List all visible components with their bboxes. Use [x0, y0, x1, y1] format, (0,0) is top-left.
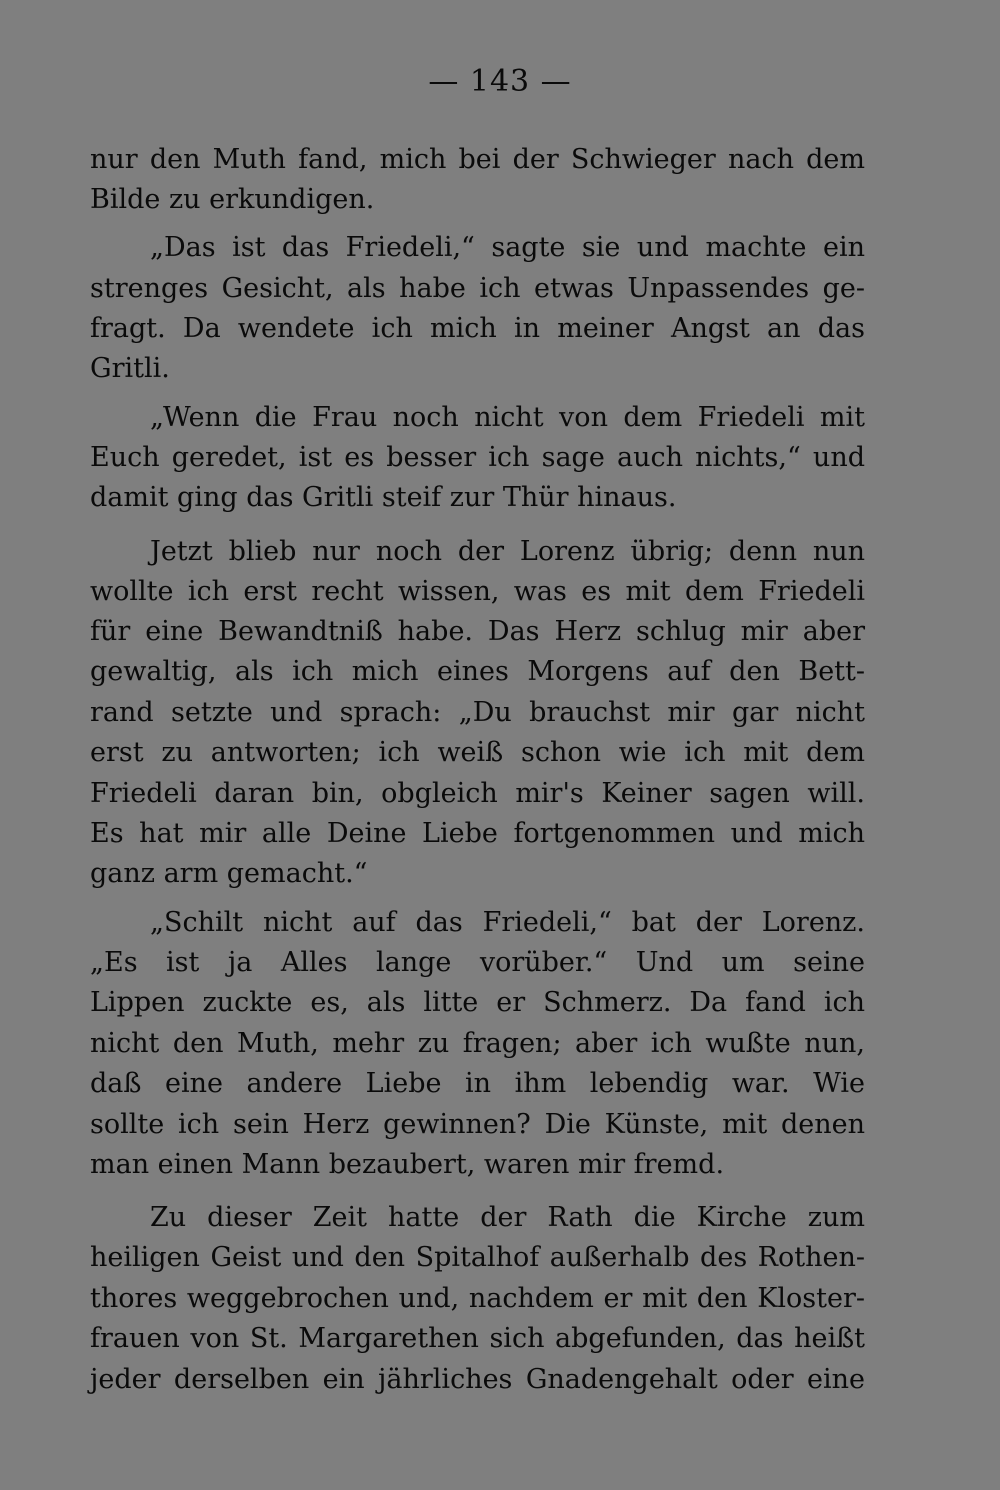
- text-line: damit ging das Gritli steif zur Thür hinaus.: [90, 482, 677, 513]
- text-line: thores weggebrochen und, nachdem er mit den Kloster-: [90, 1283, 865, 1314]
- text-line: Jetzt blieb nur noch der Lorenz übrig; denn nun: [150, 536, 865, 567]
- text-line: erst zu antworten; ich weiß schon wie ich mit dem: [90, 737, 865, 768]
- text-line: man einen Mann bezaubert, waren mir fremd.: [90, 1149, 725, 1180]
- text-line: jeder derselben ein jährliches Gnadengehalt oder eine: [90, 1364, 865, 1395]
- text-line: nur den Muth fand, mich bei der Schwieger nach dem: [90, 144, 865, 175]
- text-line: nicht den Muth, mehr zu fragen; aber ich wußte nun,: [90, 1028, 865, 1059]
- text-line: strenges Gesicht, als habe ich etwas Unpassendes ge-: [90, 273, 865, 304]
- text-line: wollte ich erst recht wissen, was es mit dem Friedeli: [90, 576, 865, 607]
- text-line: heiligen Geist und den Spitalhof außerhalb des Rothen-: [90, 1242, 865, 1273]
- text-line: Friedeli daran bin, obgleich mir's Keiner sagen will.: [90, 778, 865, 809]
- text-line: frauen von St. Margarethen sich abgefunden, das heißt: [90, 1323, 865, 1354]
- text-line: „Wenn die Frau noch nicht von dem Friedeli mit: [150, 402, 865, 433]
- text-line: Lippen zuckte es, als litte er Schmerz. Da fand ich: [90, 987, 865, 1018]
- text-line: Euch geredet, ist es besser ich sage auch nichts,“ und: [90, 442, 865, 473]
- text-line: ganz arm gemacht.“: [90, 858, 368, 889]
- text-line: für eine Bewandtniß habe. Das Herz schlug mir aber: [90, 616, 865, 647]
- text-line: Es hat mir alle Deine Liebe fortgenommen und mich: [90, 818, 865, 849]
- text-line: „Das ist das Friedeli,“ sagte sie und machte ein: [150, 232, 865, 263]
- text-line: sollte ich sein Herz gewinnen? Die Künste, mit denen: [90, 1109, 865, 1140]
- text-line: Gritli.: [90, 353, 170, 384]
- text-line: Bilde zu erkundigen.: [90, 184, 375, 215]
- text-line: „Es ist ja Alles lange vorüber.“ Und um seine: [90, 947, 865, 978]
- text-line: Zu dieser Zeit hatte der Rath die Kirche zum: [150, 1202, 865, 1233]
- text-line: rand setzte und sprach: „Du brauchst mir gar nicht: [90, 697, 865, 728]
- text-line: gewaltig, als ich mich eines Morgens auf den Bett-: [90, 656, 865, 687]
- page-number: — 143 —: [428, 64, 572, 99]
- text-line: „Schilt nicht auf das Friedeli,“ bat der Lorenz.: [150, 907, 865, 938]
- text-line: fragt. Da wendete ich mich in meiner Angst an das: [90, 313, 865, 344]
- text-line: daß eine andere Liebe in ihm lebendig war. Wie: [90, 1068, 865, 1099]
